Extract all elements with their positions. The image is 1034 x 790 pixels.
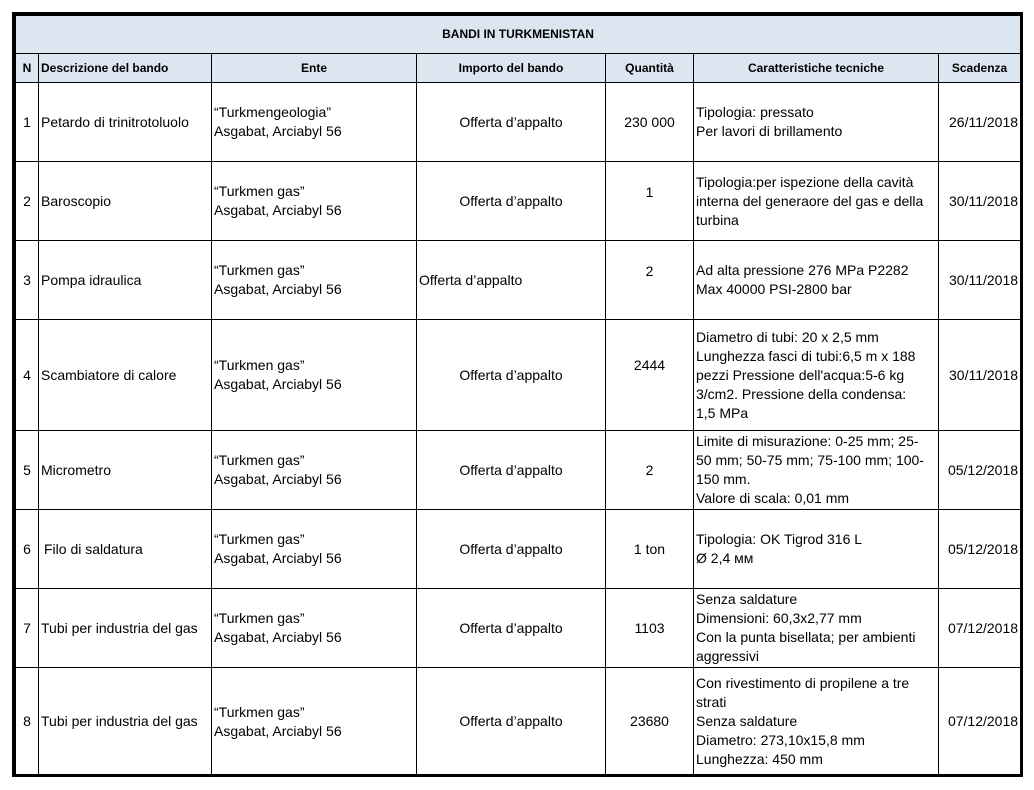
title-row xyxy=(16,16,1021,54)
ente-name: “Turkmen gas” xyxy=(214,357,305,373)
cell-caratteristiche xyxy=(694,83,939,162)
cell-caratteristiche xyxy=(694,589,939,668)
table-row xyxy=(16,83,1021,162)
header-caratteristiche: Caratteristiche tecniche xyxy=(694,54,939,83)
caratteristiche-text: Ad alta pressione 276 MPa P2282 Max 40000 PSI-2800 bar xyxy=(696,262,909,297)
cell-scadenza: 30/11/2018 xyxy=(939,320,1021,431)
header-importo: Importo del bando xyxy=(417,54,606,83)
cell-quantita: 230 000 xyxy=(606,83,694,162)
header-quantita: Quantità xyxy=(606,54,694,83)
header-scadenza: Scadenza xyxy=(939,54,1021,83)
ente-address: Asgabat, Arciabyl 56 xyxy=(214,202,342,218)
ente-name: “Turkmengeologia” xyxy=(214,104,331,120)
cell-ente xyxy=(212,241,417,320)
ente-address: Asgabat, Arciabyl 56 xyxy=(214,722,342,739)
caratteristiche-text: Tipologia: pressato Per lavori di brillamento xyxy=(696,104,843,139)
ente-address: Asgabat, Arciabyl 56 xyxy=(214,376,342,392)
cell-scadenza: 26/11/2018 xyxy=(939,83,1021,162)
table-frame xyxy=(12,12,1023,777)
ente-name: “Turkmen gas” xyxy=(214,183,305,199)
ente-name: “Turkmen gas” xyxy=(214,703,305,720)
table-row xyxy=(16,510,1021,589)
caratteristiche-text: Con rivestimento di propilene a tre strati Senza saldature Diametro: 273,10x15,8 mm Lunghezza: 450 mm xyxy=(696,675,910,767)
caratteristiche-text: Limite di misurazione: 0-25 mm; 25- 50 mm; 50-75 mm; 75-100 mm; 100- 150 mm. Valore di scala: 0,01 mm xyxy=(696,433,924,506)
ente-name: “Turkmen gas” xyxy=(214,610,305,626)
cell-n: 7 xyxy=(16,589,39,668)
cell-scadenza: 30/11/2018 xyxy=(939,241,1021,320)
cell-caratteristiche xyxy=(694,668,939,776)
cell-importo: Offerta d’appalto xyxy=(417,589,606,668)
header-n: N xyxy=(16,54,39,83)
ente-address: Asgabat, Arciabyl 56 xyxy=(214,471,342,487)
cell-importo: Offerta d’appalto xyxy=(417,668,606,776)
table-row xyxy=(16,431,1021,510)
ente-address: Asgabat, Arciabyl 56 xyxy=(214,281,342,297)
cell-n: 8 xyxy=(16,668,39,776)
cell-importo: Offerta d’appalto xyxy=(417,320,606,431)
cell-quantita: 1 xyxy=(606,162,694,241)
caratteristiche-text: Tipologia:per ispezione della cavità interna del generaore del gas e della turbina xyxy=(696,173,924,228)
cell-ente xyxy=(212,589,417,668)
cell-quantita: 23680 xyxy=(606,668,694,776)
cell-caratteristiche xyxy=(694,320,939,431)
cell-n: 5 xyxy=(16,431,39,510)
table-row xyxy=(16,241,1021,320)
cell-importo: Offerta d’appalto xyxy=(417,431,606,510)
cell-n: 4 xyxy=(16,320,39,431)
ente-address: Asgabat, Arciabyl 56 xyxy=(214,123,342,139)
cell-quantita: 2444 xyxy=(606,320,694,431)
cell-n: 1 xyxy=(16,83,39,162)
cell-caratteristiche xyxy=(694,510,939,589)
ente-name: “Turkmen gas” xyxy=(214,262,305,278)
cell-scadenza: 07/12/2018 xyxy=(939,589,1021,668)
cell-quantita: 1 ton xyxy=(606,510,694,589)
cell-descrizione: Micrometro xyxy=(39,431,212,510)
cell-scadenza: 30/11/2018 xyxy=(939,162,1021,241)
cell-caratteristiche xyxy=(694,162,939,241)
ente-name: “Turkmen gas” xyxy=(214,452,305,468)
table-title: BANDI IN TURKMENISTAN xyxy=(16,16,1021,54)
table-row xyxy=(16,320,1021,431)
cell-n: 2 xyxy=(16,162,39,241)
ente-address: Asgabat, Arciabyl 56 xyxy=(214,629,342,645)
cell-importo: Offerta d’appalto xyxy=(417,241,606,320)
caratteristiche-text: Tipologia: OK Tigrod 316 L Ø 2,4 мм xyxy=(696,531,863,566)
cell-caratteristiche xyxy=(694,431,939,510)
cell-importo: Offerta d’appalto xyxy=(417,83,606,162)
cell-ente xyxy=(212,162,417,241)
cell-scadenza: 05/12/2018 xyxy=(939,510,1021,589)
cell-ente xyxy=(212,83,417,162)
ente-address: Asgabat, Arciabyl 56 xyxy=(214,550,342,566)
cell-descrizione: Tubi per industria del gas xyxy=(39,668,212,776)
table-row xyxy=(16,589,1021,668)
cell-ente xyxy=(212,510,417,589)
table-row xyxy=(16,162,1021,241)
cell-ente xyxy=(212,431,417,510)
caratteristiche-text: Diametro di tubi: 20 x 2,5 mm Lunghezza fasci di tubi:6,5 m x 188 pezzi Pressione dell'acqua:5-6 kg 3/cm2. Pressione della condensa: 1,5 MPa xyxy=(696,328,916,421)
cell-importo: Offerta d’appalto xyxy=(417,162,606,241)
cell-scadenza: 07/12/2018 xyxy=(939,668,1021,776)
cell-scadenza: 05/12/2018 xyxy=(939,431,1021,510)
cell-descrizione: Filo di saldatura xyxy=(39,510,212,589)
ente-name: “Turkmen gas” xyxy=(214,531,305,547)
header-row xyxy=(16,54,1021,83)
cell-quantita: 1103 xyxy=(606,589,694,668)
caratteristiche-text: Senza saldature Dimensioni: 60,3x2,77 mm Con la punta bisellata; per ambienti aggressivi xyxy=(696,591,916,664)
cell-ente xyxy=(212,668,417,776)
cell-descrizione: Tubi per industria del gas xyxy=(39,589,212,668)
cell-descrizione: Pompa idraulica xyxy=(39,241,212,320)
header-descrizione: Descrizione del bando xyxy=(39,54,212,83)
header-ente: Ente xyxy=(212,54,417,83)
cell-n: 3 xyxy=(16,241,39,320)
cell-importo: Offerta d’appalto xyxy=(417,510,606,589)
bandi-table xyxy=(15,15,1021,776)
table-row xyxy=(16,668,1021,776)
cell-caratteristiche xyxy=(694,241,939,320)
cell-n: 6 xyxy=(16,510,39,589)
cell-quantita: 2 xyxy=(606,431,694,510)
cell-quantita: 2 xyxy=(606,241,694,320)
cell-ente xyxy=(212,320,417,431)
cell-descrizione: Scambiatore di calore xyxy=(39,320,212,431)
cell-descrizione: Petardo di trinitrotoluolo xyxy=(39,83,212,162)
cell-descrizione: Baroscopio xyxy=(39,162,212,241)
